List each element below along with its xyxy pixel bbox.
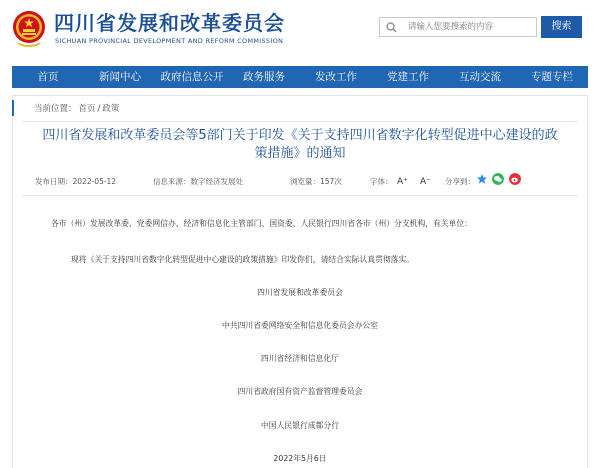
font-size-label: 字体： — [370, 177, 393, 186]
site-title[interactable]: 四川省发展和改革委员会 — [54, 11, 285, 35]
view-count-label: 浏览量： — [290, 177, 320, 186]
breadcrumb-home[interactable]: 首页 — [78, 104, 96, 114]
nav-item-news[interactable]: 新闻中心 — [99, 71, 141, 83]
nav-item-reform-work[interactable]: 发改工作 — [315, 71, 357, 83]
document-date: 2022年5月6日 — [273, 454, 327, 463]
nav-item-party-work[interactable]: 党建工作 — [387, 71, 429, 83]
share-label: 分享到： — [445, 177, 475, 186]
font-decrease-button[interactable]: A⁻ — [420, 177, 431, 187]
signature-line: 四川省经济和信息化厅 — [261, 354, 339, 363]
info-source-value: 数字经济发展处 — [190, 177, 243, 186]
signature-line: 四川省政府国有资产监督管理委员会 — [237, 387, 363, 396]
site-subtitle: SICHUAN PROVINCIAL DEVELOPMENT AND REFORM COMMISSION — [55, 37, 284, 45]
search-button[interactable]: 搜索 — [541, 16, 582, 38]
search-box — [379, 17, 537, 37]
wechat-icon[interactable] — [492, 173, 504, 185]
nav-item-gov-info[interactable]: 政府信息公开 — [160, 71, 224, 83]
info-source — [153, 175, 243, 189]
signature-line: 四川省发展和改革委员会 — [257, 288, 343, 297]
signature-line: 中国人民银行成都分行 — [261, 421, 339, 430]
nav-item-home[interactable]: 首页 — [37, 71, 59, 83]
divider — [22, 121, 578, 122]
article-paragraph: 各市（州）发展改革委、党委网信办、经济和信息化主管部门、国资委，人民银行四川省各市（州）分支机构，有关单位： — [51, 219, 473, 228]
nav-item-interaction[interactable]: 互动交流 — [459, 71, 501, 83]
national-emblem-icon[interactable] — [11, 8, 47, 48]
article-title: 四川省发展和改革委员会等5部门关于印发《关于支持四川省数字化转型促进中心建设的政策措施》的通知 — [42, 128, 558, 161]
signature-line: 中共四川省委网络安全和信息化委员会办公室 — [222, 321, 378, 330]
search-icon — [386, 22, 397, 33]
publish-date-value: 2022-05-12 — [72, 177, 117, 186]
view-count — [290, 175, 342, 189]
breadcrumb-marker — [12, 100, 14, 116]
breadcrumb — [34, 102, 121, 114]
divider — [22, 195, 578, 196]
breadcrumb-prefix: 当前位置： — [34, 104, 77, 114]
site-header — [0, 0, 600, 60]
main-nav — [12, 66, 588, 88]
publish-date-label: 发布日期： — [35, 177, 73, 186]
publish-date — [35, 175, 116, 189]
qzone-icon[interactable] — [476, 173, 488, 185]
info-source-label: 信息来源： — [153, 177, 191, 186]
weibo-icon[interactable] — [509, 173, 521, 185]
nav-item-topics[interactable]: 专题专栏 — [531, 71, 573, 83]
breadcrumb-current[interactable]: 政策 — [102, 104, 120, 114]
article-paragraph: 现将《关于支持四川省数字化转型促进中心建设的政策措施》印发你们，请结合实际认真贯彻落实。 — [71, 255, 415, 264]
nav-item-services[interactable]: 政务服务 — [243, 71, 285, 83]
font-increase-button[interactable]: A⁺ — [397, 177, 408, 187]
breadcrumb-separator: / — [97, 104, 101, 114]
search-input[interactable] — [408, 19, 534, 35]
view-count-value: 157次 — [320, 177, 342, 186]
